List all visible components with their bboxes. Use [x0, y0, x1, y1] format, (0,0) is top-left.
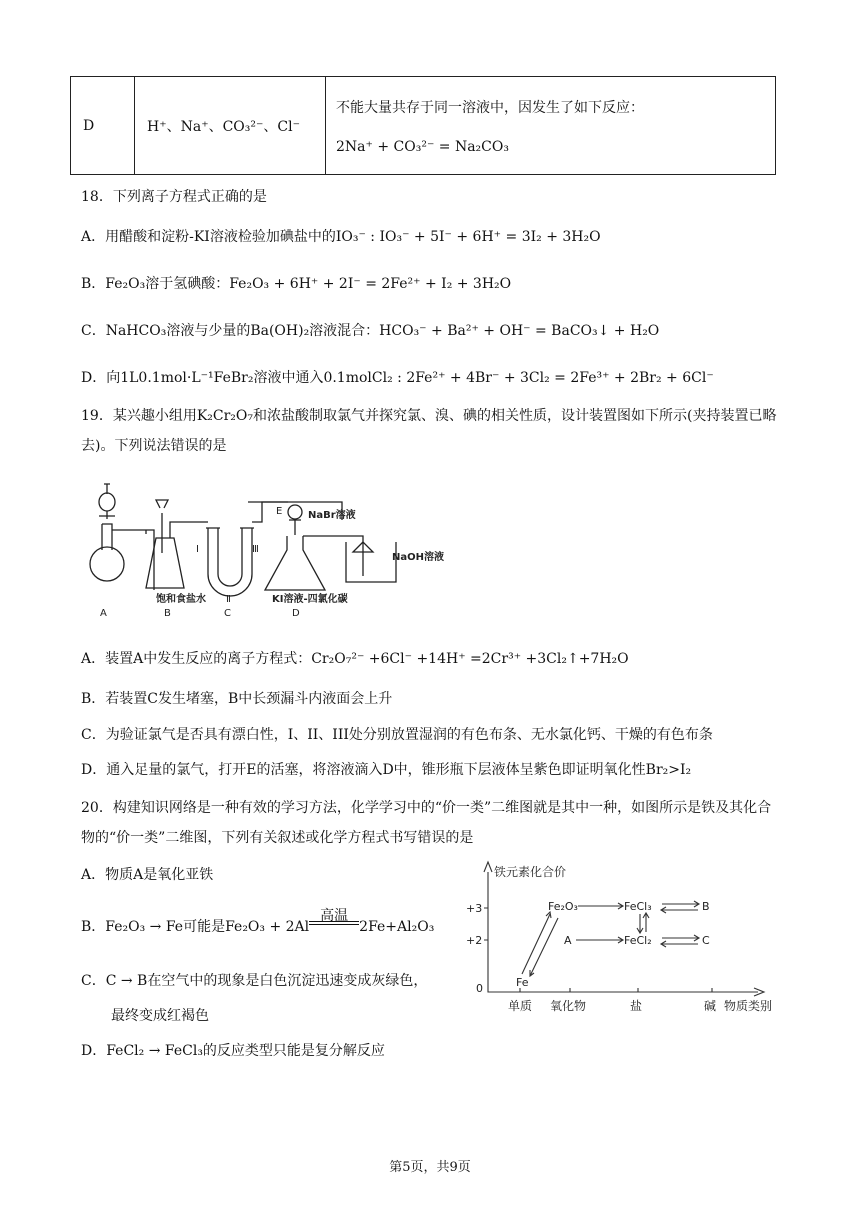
q19-option-c: C．为验证氯气是否具有漂白性，I、II、III处分别放置湿润的有色布条、无水氯化钙、干燥的有色布条	[81, 727, 713, 743]
axes	[488, 872, 758, 992]
node-fecl3: FeCl₃	[624, 900, 652, 913]
reaction-condition: 高温	[320, 908, 349, 924]
label-a: A	[100, 608, 107, 619]
round-flask-icon	[90, 547, 124, 581]
node-b: B	[702, 900, 710, 913]
q18-option-a: A．用醋酸和淀粉-KI溶液检验加碘盐中的IO₃⁻ : IO₃⁻ + 5I⁻ + 6H⁺ = 3I₂ + 3H₂O	[81, 229, 601, 245]
valence-class-diagram	[462, 858, 788, 1020]
page-footer: 第5页，共9页	[389, 1160, 471, 1175]
label-d: D	[292, 608, 300, 619]
x-tick-element: 单质	[508, 999, 533, 1013]
node-fe: Fe	[516, 976, 529, 989]
label-i: I	[196, 544, 199, 555]
label-saltwater: 饱和食盐水	[156, 594, 206, 605]
row-equation: 2Na⁺ + CO₃²⁻ = Na₂CO₃	[336, 138, 509, 155]
chart-y-title: 铁元素化合价	[494, 865, 567, 879]
tick-zero: 0	[476, 982, 483, 995]
row-note: 不能大量共存于同一溶液中，因发生了如下反应：	[336, 99, 644, 116]
wash-bottle-icon	[146, 538, 184, 588]
q20-stem: 20．构建知识网络是一种有效的学习方法，化学学习中的“价一类”二维图就是其中一种，如图所示是铁及其化合物的“价一类”二维图，下列有关叙述或化学方程式书写错误的是	[81, 800, 772, 846]
node-a: A	[564, 934, 572, 947]
conical-flask-icon	[265, 536, 325, 590]
table-row	[71, 77, 776, 175]
q20-b-prefix: B．Fe₂O₃ → Fe可能是Fe₂O₃ + 2Al	[81, 919, 310, 935]
q20-option-c-line1: C．C → B在空气中的现象是白色沉淀迅速变成灰绿色，	[81, 973, 428, 989]
q18-option-c: C．NaHCO₃溶液与少量的Ba(OH)₂溶液混合：HCO₃⁻ + Ba²⁺ + OH⁻ = BaCO₃↓ + H₂O	[81, 323, 660, 339]
x-axis-title: 物质类别	[724, 999, 773, 1013]
apparatus-figure	[86, 478, 568, 626]
q20-option-c-line2: 最终变成红褐色	[111, 1008, 209, 1024]
q20-b-suffix: 2Fe+Al₂O₃	[359, 919, 435, 935]
q18-stem: 18．下列离子方程式正确的是	[81, 189, 267, 205]
x-tick-salt: 盐	[630, 999, 643, 1013]
label-c: C	[224, 608, 231, 619]
q20-option-d: D．FeCl₂ → FeCl₃的反应类型只能是复分解反应	[81, 1043, 385, 1059]
label-ki: KI溶液-四氯化碳	[272, 594, 348, 605]
tick-plus3: +3	[466, 902, 483, 915]
q19-option-d: D．通入足量的氯气，打开E的活塞，将溶液滴入D中，锥形瓶下层液体呈紫色即证明氧化性Br₂>I₂	[81, 762, 692, 778]
option-table	[70, 76, 776, 175]
x-tick-oxide: 氧化物	[550, 999, 587, 1013]
label-naoh: NaOH溶液	[392, 552, 444, 563]
label-ii: Ⅱ	[226, 594, 231, 605]
q18-option-d: D．向1L0.1mol·L⁻¹FeBr₂溶液中通入0.1molCl₂ : 2Fe²⁺ + 4Br⁻ + 3Cl₂ = 2Fe³⁺ + 2Br₂ + 6Cl⁻	[81, 370, 714, 386]
dropping-funnel-icon	[288, 505, 302, 519]
row-ions: H⁺、Na⁺、CO₃²⁻、Cl⁻	[135, 77, 326, 175]
label-iii: Ⅲ	[252, 544, 259, 555]
tick-plus2: +2	[466, 934, 483, 947]
node-fe2o3: Fe₂O₃	[548, 900, 578, 913]
q18-option-b: B．Fe₂O₃溶于氢碘酸：Fe₂O₃ + 6H⁺ + 2I⁻ = 2Fe²⁺ + I₂ + 3H₂O	[81, 276, 512, 292]
q20-option-a: A．物质A是氧化亚铁	[81, 867, 214, 883]
x-tick-base: 碱	[704, 999, 717, 1013]
row-letter: D	[71, 77, 135, 175]
label-e: E	[276, 506, 283, 517]
q20-option-b	[81, 908, 435, 936]
node-fecl2: FeCl₂	[624, 934, 652, 947]
row-explanation	[326, 77, 776, 175]
q19-option-b: B．若装置C发生堵塞，B中长颈漏斗内液面会上升	[81, 691, 393, 707]
q19-stem: 19．某兴趣小组用K₂Cr₂O₇和浓盐酸制取氯气并探究氯、溴、碘的相关性质，设计装置图如下所示(夹持装置已略去)。下列说法错误的是	[81, 408, 777, 454]
label-nabr: NaBr溶液	[308, 510, 356, 521]
node-c: C	[702, 934, 710, 947]
label-b: B	[164, 608, 171, 619]
beaker-icon	[346, 542, 396, 582]
q19-option-a: A．装置A中发生反应的离子方程式：Cr₂O₇²⁻ +6Cl⁻ +14H⁺ =2Cr³⁺ +3Cl₂↑+7H₂O	[81, 651, 629, 667]
